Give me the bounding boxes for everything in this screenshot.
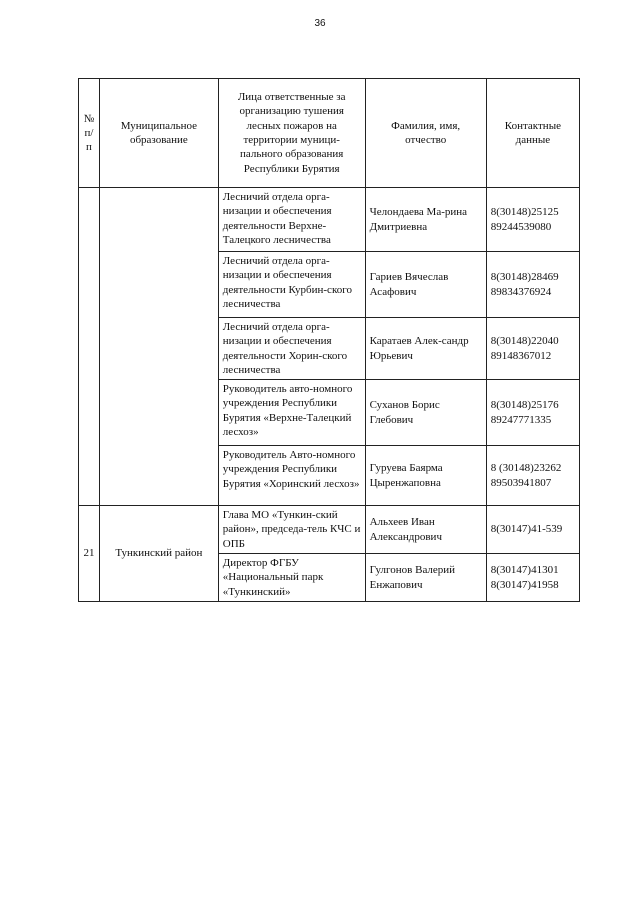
name-cell: Челондаева Ма-рина Дмитриевна [365, 188, 486, 252]
phone-cell: 8(30148)22040 89148367012 [486, 318, 579, 380]
role-cell: Лесничий отдела орга-низации и обеспечения деятельности Верхне-Талецкого лесничества [218, 188, 365, 252]
role-cell: Директор ФГБУ «Национальный парк «Тункинский» [218, 554, 365, 602]
phone-cell: 8 (30148)23262 89503941807 [486, 446, 579, 506]
name-cell: Гуруева Баярма Цыренжаповна [365, 446, 486, 506]
name-cell: Альхеев Иван Александрович [365, 506, 486, 554]
num-cell: 21 [79, 506, 100, 602]
name-cell: Суханов Борис Глебович [365, 380, 486, 446]
phone-cell: 8(30147)41-539 [486, 506, 579, 554]
table-header-row [79, 79, 580, 188]
phone-cell: 8(30148)25176 89247771335 [486, 380, 579, 446]
header-fullname: Фамилия, имя, отчество [365, 79, 486, 188]
role-cell: Лесничий отдела орга-низации и обеспечения деятельности Курбин-ского лесничества [218, 252, 365, 318]
phone-cell: 8(30147)41301 8(30147)41958 [486, 554, 579, 602]
empty-num-cell [79, 188, 100, 506]
table-row [79, 506, 580, 554]
phone-cell: 8(30148)25125 89244539080 [486, 188, 579, 252]
role-cell: Руководитель Авто-номного учреждения Республики Бурятия «Хоринский лесхоз» [218, 446, 365, 506]
responsible-persons-table [78, 78, 580, 602]
phone-cell: 8(30148)28469 89834376924 [486, 252, 579, 318]
name-cell: Каратаев Алек-сандр Юрьевич [365, 318, 486, 380]
header-municipality: Муниципальное образование [99, 79, 218, 188]
name-cell: Гулгонов Валерий Енжапович [365, 554, 486, 602]
header-responsible: Лица ответственные за организацию тушения лесных пожаров на территории муници-пального образования Республики Бурятия [218, 79, 365, 188]
table-row [79, 188, 580, 252]
role-cell: Глава МО «Тункин-ский район», председа-тель КЧС и ОПБ [218, 506, 365, 554]
municipality-cell: Тункинский район [99, 506, 218, 602]
page-number: 36 [314, 18, 326, 29]
role-cell: Лесничий отдела орга-низации и обеспечения деятельности Хорин-ского лесничества [218, 318, 365, 380]
role-cell: Руководитель авто-номного учреждения Республики Бурятия «Верхне-Талецкий лесхоз» [218, 380, 365, 446]
name-cell: Гариев Вячеслав Асафович [365, 252, 486, 318]
header-num: № п/п [79, 79, 100, 188]
header-contacts: Контактные данные [486, 79, 579, 188]
empty-municipality-cell [99, 188, 218, 506]
